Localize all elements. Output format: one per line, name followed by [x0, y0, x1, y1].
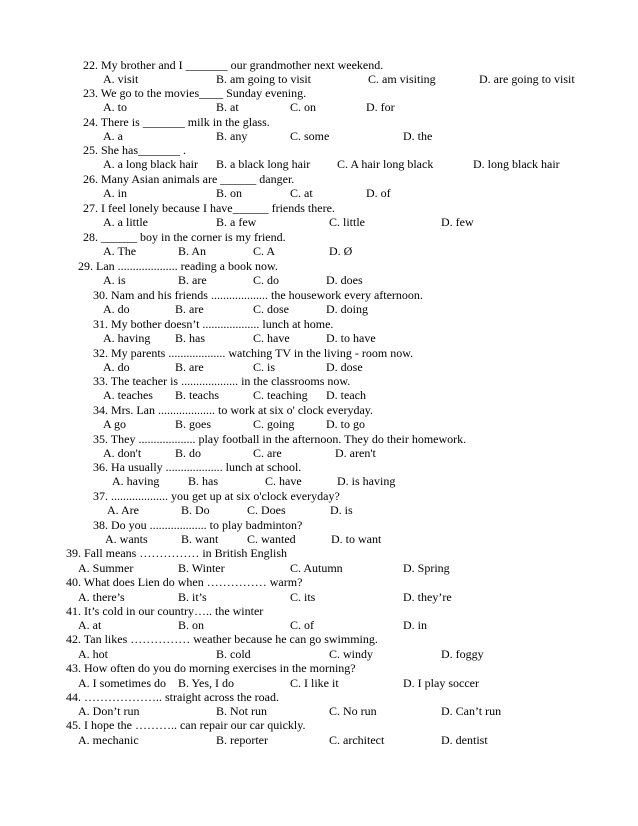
question-stem-row	[0, 632, 638, 646]
answer-option: B. teachs	[175, 388, 219, 402]
answer-option: D. are going to visit	[479, 72, 575, 86]
question-stem: 35. They ................... play football in the afternoon. They do their homework.	[93, 432, 467, 446]
question-stem-row	[0, 230, 638, 244]
answer-option: C. wanted	[247, 532, 296, 546]
answer-option: A. do	[103, 360, 130, 374]
answer-options-row	[0, 733, 638, 747]
answer-option: B. Yes, I do	[178, 676, 235, 690]
answer-option: D. few	[441, 215, 474, 229]
question-stem: 24. There is _______ milk in the glass.	[83, 115, 270, 129]
answer-options-row	[0, 532, 638, 546]
question-stem-row	[0, 432, 638, 446]
answer-options-row	[0, 157, 638, 171]
answer-option: B. any	[216, 129, 248, 143]
answer-option: A. don't	[103, 446, 142, 460]
answer-option: C. teaching	[253, 388, 308, 402]
answer-option: D. of	[366, 186, 391, 200]
answer-option: C. windy	[329, 647, 374, 661]
answer-option: A. at	[78, 618, 102, 632]
answer-option: B. An	[178, 244, 207, 258]
answer-options-row	[0, 273, 638, 287]
question-stem: 44. ……………….. straight across the road.	[66, 690, 279, 704]
answer-option: B. on	[216, 186, 243, 200]
answer-option: C. No run	[329, 704, 377, 718]
question-stem-row	[0, 374, 638, 388]
question-stem-row	[0, 288, 638, 302]
answer-option: C. Autumn	[290, 561, 343, 575]
question-stem-row	[0, 58, 638, 72]
answer-option: B. a few	[216, 215, 257, 229]
answer-option: D. Can’t run	[441, 704, 502, 718]
question-stem: 26. Many Asian animals are ______ danger.	[83, 172, 295, 186]
answer-option: D. I play soccer	[403, 676, 479, 690]
answer-option: B. am going to visit	[216, 72, 312, 86]
answer-option: D. Ø	[329, 244, 353, 258]
question-stem: 33. The teacher is ................... in the classrooms now.	[93, 374, 351, 388]
answer-option: B. it’s	[178, 590, 207, 604]
answer-option: C. I like it	[290, 676, 339, 690]
question-stem: 31. My bother doesn’t ................... lunch at home.	[93, 317, 334, 331]
answer-options-row	[0, 215, 638, 229]
question-stem-row	[0, 143, 638, 157]
answer-option: C. do	[253, 273, 280, 287]
answer-option: B. on	[178, 618, 205, 632]
answer-options-row	[0, 704, 638, 718]
question-stem: 39. Fall means …………… in British English	[66, 546, 287, 560]
question-stem: 41. It’s cold in our country….. the winter	[66, 604, 264, 618]
answer-options-row	[0, 72, 638, 86]
answer-option: C. Does	[247, 503, 286, 517]
answer-option: D. to go	[326, 417, 365, 431]
answer-options-row	[0, 618, 638, 632]
answer-option: B. reporter	[216, 733, 268, 747]
answer-option: D. is having	[337, 474, 396, 488]
answer-option: C. A hair long black	[337, 157, 434, 171]
answer-option: C. its	[290, 590, 316, 604]
answer-options-row	[0, 647, 638, 661]
answer-option: B. at	[216, 100, 239, 114]
answer-option: D. they’re	[403, 590, 452, 604]
question-stem-row	[0, 718, 638, 732]
answer-option: C. am visiting	[368, 72, 436, 86]
answer-option: B. Not run	[216, 704, 267, 718]
answer-options-row	[0, 417, 638, 431]
answer-options-row	[0, 561, 638, 575]
answer-option: C. are	[253, 446, 282, 460]
answer-options-row	[0, 302, 638, 316]
question-stem-row	[0, 172, 638, 186]
answer-option: D. does	[326, 273, 363, 287]
answer-option: C. dose	[253, 302, 289, 316]
answer-option: A. a	[103, 129, 123, 143]
question-stem: 30. Nam and his friends ................... the housework every afternoon.	[93, 288, 423, 302]
answer-options-row	[0, 360, 638, 374]
question-stem-row	[0, 201, 638, 215]
question-stem: 38. Do you ................... to play badminton?	[93, 518, 303, 532]
question-stem-row	[0, 518, 638, 532]
answer-option: C. is	[253, 360, 276, 374]
question-stem-row	[0, 403, 638, 417]
answer-options-row	[0, 474, 638, 488]
question-stem: 28. ______ boy in the corner is my friend.	[83, 230, 286, 244]
answer-option: C. at	[290, 186, 313, 200]
question-stem: 43. How often do you do morning exercises in the morning?	[66, 661, 356, 675]
answer-options-row	[0, 590, 638, 604]
answer-option: A. The	[103, 244, 137, 258]
answer-options-row	[0, 129, 638, 143]
answer-options-row	[0, 446, 638, 460]
question-stem-row	[0, 690, 638, 704]
answer-options-row	[0, 388, 638, 402]
answer-option: A. is	[103, 273, 126, 287]
answer-option: C. have	[265, 474, 302, 488]
answer-options-row	[0, 331, 638, 345]
question-stem: 34. Mrs. Lan ................... to work at six o' clock everyday.	[93, 403, 373, 417]
answer-option: C. some	[290, 129, 330, 143]
answer-option: C. little	[329, 215, 365, 229]
question-stem-row	[0, 489, 638, 503]
answer-option: B. has	[188, 474, 218, 488]
answer-option: A. hot	[78, 647, 108, 661]
answer-options-row	[0, 503, 638, 517]
question-stem: 36. Ha usually ................... lunch at school.	[93, 460, 302, 474]
question-stem-row	[0, 115, 638, 129]
answer-option: A. teaches	[103, 388, 153, 402]
answer-options-row	[0, 186, 638, 200]
answer-option: B. do	[175, 446, 202, 460]
answer-option: D. is	[330, 503, 353, 517]
question-stem: 45. I hope the ……….. can repair our car quickly.	[66, 718, 306, 732]
answer-option: C. architect	[329, 733, 385, 747]
answer-option: B. cold	[216, 647, 251, 661]
question-stem: 32. My parents ................... watching TV in the living - room now.	[93, 346, 414, 360]
answer-option: D. aren't	[335, 446, 376, 460]
answer-option: A. in	[103, 186, 127, 200]
answer-option: A. having	[103, 331, 151, 345]
question-stem: 37. ................... you get up at six o'clock everyday?	[93, 489, 340, 503]
answer-option: B. want	[181, 532, 219, 546]
answer-option: A go	[103, 417, 127, 431]
answer-option: A. a little	[103, 215, 148, 229]
answer-option: A. do	[103, 302, 130, 316]
answer-option: B. a black long hair	[216, 157, 311, 171]
question-stem: 27. I feel lonely because I have______ friends there.	[83, 201, 335, 215]
question-stem-row	[0, 317, 638, 331]
answer-option: D. to want	[331, 532, 382, 546]
answer-option: B. are	[178, 273, 207, 287]
answer-option: D. foggy	[441, 647, 484, 661]
question-stem-row	[0, 604, 638, 618]
answer-option: B. goes	[175, 417, 211, 431]
question-stem-row	[0, 575, 638, 589]
answer-option: B. are	[175, 360, 204, 374]
answer-option: C. on	[290, 100, 317, 114]
answer-option: D. dose	[326, 360, 363, 374]
answer-option: C. going	[253, 417, 295, 431]
question-stem: 29. Lan .................... reading a book now.	[78, 259, 278, 273]
answer-option: A. mechanic	[78, 733, 139, 747]
answer-option: D. the	[403, 129, 433, 143]
question-stem-row	[0, 661, 638, 675]
answer-option: D. for	[366, 100, 395, 114]
answer-option: D. dentist	[441, 733, 488, 747]
answer-option: B. has	[175, 331, 205, 345]
answer-option: A. having	[112, 474, 160, 488]
answer-option: D. Spring	[403, 561, 450, 575]
question-stem-row	[0, 460, 638, 474]
answer-option: D. doing	[326, 302, 368, 316]
answer-option: A. Don’t run	[78, 704, 140, 718]
answer-options-row	[0, 676, 638, 690]
answer-option: C. have	[253, 331, 290, 345]
question-stem-row	[0, 86, 638, 100]
question-stem: 40. What does Lien do when …………… warm?	[66, 575, 303, 589]
question-stem-row	[0, 259, 638, 273]
answer-option: B. are	[175, 302, 204, 316]
answer-option: B. Winter	[178, 561, 225, 575]
answer-option: A. wants	[105, 532, 148, 546]
answer-option: A. Summer	[78, 561, 134, 575]
answer-option: B. Do	[181, 503, 210, 517]
answer-option: D. long black hair	[473, 157, 560, 171]
question-stem: 42. Tan likes …………… weather because he can go swimming.	[66, 632, 378, 646]
answer-option: A. Are	[107, 503, 139, 517]
answer-option: A. to	[103, 100, 127, 114]
answer-option: A. a long black hair	[103, 157, 198, 171]
answer-options-row	[0, 100, 638, 114]
answer-option: D. in	[403, 618, 427, 632]
answer-options-row	[0, 244, 638, 258]
answer-option: A. there’s	[78, 590, 125, 604]
answer-option: C. A	[253, 244, 276, 258]
question-stem: 25. She has_______ .	[83, 143, 186, 157]
answer-option: A. I sometimes do	[78, 676, 166, 690]
answer-option: C. of	[290, 618, 314, 632]
answer-option: D. to have	[326, 331, 376, 345]
answer-option: A. visit	[103, 72, 139, 86]
question-stem-row	[0, 346, 638, 360]
question-stem: 23. We go to the movies____ Sunday evening.	[83, 86, 307, 100]
answer-option: D. teach	[326, 388, 366, 402]
question-stem-row	[0, 546, 638, 560]
question-stem: 22. My brother and I _______ our grandmother next weekend.	[83, 58, 384, 72]
